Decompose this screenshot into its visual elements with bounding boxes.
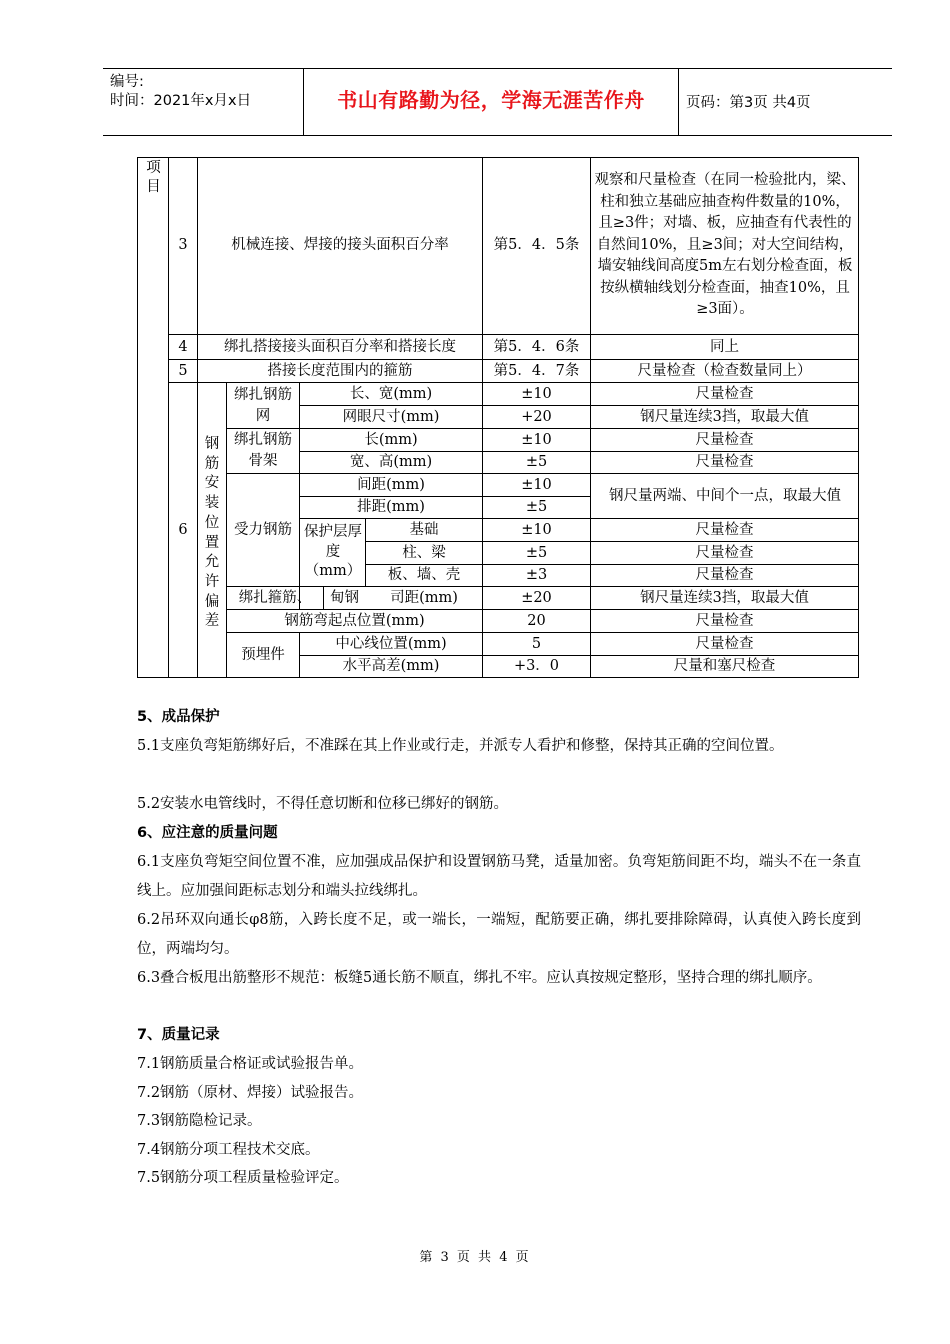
sub-tolerance: ±10 xyxy=(521,431,552,448)
header-motto: 书山有路勤为径，学海无涯苦作舟 xyxy=(337,88,645,112)
group-cover: 保护层厚度（mm） xyxy=(304,524,362,580)
row3-clause: 第5．4．5条 xyxy=(493,237,580,253)
sub-method: 尺量检查 xyxy=(695,544,754,561)
sub-item: 基础 xyxy=(409,521,439,538)
section-7-5: 7.5钢筋分项工程质量检验评定。 xyxy=(137,1170,349,1186)
sub-method: 尺量检查 xyxy=(695,635,754,652)
row5-clause: 第5．4．7条 xyxy=(493,362,580,379)
sub-item: 长、宽(mm) xyxy=(349,385,433,402)
header-divider-right xyxy=(678,68,679,136)
sub-item: 柱、梁 xyxy=(402,544,446,561)
row3-item: 机械连接、焊接的接头面积百分率 xyxy=(231,237,449,253)
sub-item: 水平高差(mm) xyxy=(342,658,440,674)
sub-item: 宽、高(mm) xyxy=(349,454,433,470)
sub-method: 尺量检查 xyxy=(695,521,754,538)
sub-method: 钢尺量连续3挡，取最大值 xyxy=(640,589,809,606)
inspection-table xyxy=(137,157,859,678)
sub-method: 尺量检查 xyxy=(695,612,754,629)
sub-item: 板、墙、壳 xyxy=(387,567,461,583)
group-force-bar: 受力钢筋 xyxy=(234,521,292,538)
sub-tolerance: ±5 xyxy=(525,454,548,470)
header-page-info: 页码：第3页 共4页 xyxy=(686,95,811,111)
row6-vertical-label: 钢筋安装位置允许偏差 xyxy=(204,436,220,630)
section-6-1: 6.1支座负弯矩空间位置不准，应加强成品保护和设置钢筋马凳，适量加密。负弯矩筋间距不均，端头不在一条直线上。应加强间距标志划分和端头拉线绑扎。 xyxy=(137,854,861,899)
sub-item: 司距(mm) xyxy=(390,589,458,606)
sub-tolerance: 5 xyxy=(531,635,542,652)
sub-tolerance: 20 xyxy=(527,612,546,629)
section-6-2: 6.2吊环双向通长φ8筋，入跨长度不足，或一端长，一端短，配筋要正确，绑扎要排除障碍，认真使入跨长度到位，两端均匀。 xyxy=(137,912,861,957)
sub-method: 尺量检查 xyxy=(695,567,754,583)
row5-method: 尺量检查（检查数量同上） xyxy=(637,362,812,379)
sub-item: 排距(mm) xyxy=(357,499,425,515)
section-7-1: 7.1钢筋质量合格证或试验报告单。 xyxy=(137,1056,364,1072)
sub-tolerance: ±5 xyxy=(525,499,548,515)
sub-method: 尺量检查 xyxy=(695,385,754,402)
group-cage: 绑扎钢筋骨架 xyxy=(234,432,292,469)
row4-method: 同上 xyxy=(710,338,739,355)
section-7-heading: 7、质量记录 xyxy=(137,1027,220,1043)
sub-item: 钢筋弯起点位置(mm) xyxy=(284,612,425,629)
section-6-heading: 6、应注意的质量问题 xyxy=(137,825,278,841)
page-footer: 第 3 页 共 4 页 xyxy=(419,1250,531,1265)
column-item-label: 项目 xyxy=(146,160,161,195)
row6-no: 6 xyxy=(178,522,188,538)
row4-item: 绑扎搭接接头面积百分率和搭接长度 xyxy=(224,338,456,355)
row4-no: 4 xyxy=(178,338,188,355)
row5-no: 5 xyxy=(178,362,188,379)
section-5-heading: 5、成品保护 xyxy=(137,709,220,725)
sub-tolerance: ±5 xyxy=(525,544,548,561)
row3-no: 3 xyxy=(178,237,188,253)
sub-tolerance: ±10 xyxy=(521,385,552,402)
header-top-rule xyxy=(103,68,892,69)
group-mesh: 绑扎钢筋网 xyxy=(234,386,292,424)
sub-method: 尺量和塞尺检查 xyxy=(673,658,776,674)
header-bottom-rule xyxy=(103,135,892,136)
row5-item: 搭接长度范围内的箍筋 xyxy=(267,362,413,379)
section-5-1: 5.1支座负弯矩筋绑好后，不准踩在其上作业或行走，并派专人看护和修整，保持其正确的空间位置。 xyxy=(137,738,784,754)
section-7-4: 7.4钢筋分项工程技术交底。 xyxy=(137,1142,320,1158)
sub-method: 尺量检查 xyxy=(695,431,754,448)
sub-item: 长(mm) xyxy=(364,431,418,448)
sub-tolerance: ±3 xyxy=(525,567,548,583)
sub-tolerance: +3．0 xyxy=(513,658,560,674)
section-6-3: 6.3叠合板甩出筋整形不规范：板缝5通长筋不顺直，绑扎不牢。应认真按规定整形，坚持合理的绑扎顺序。 xyxy=(137,970,822,986)
sub-tolerance: ±10 xyxy=(521,476,552,493)
sub-tolerance: +20 xyxy=(521,408,552,425)
row4-clause: 第5．4．6条 xyxy=(493,338,580,355)
sub-method: 尺量检查 xyxy=(695,454,754,470)
group-stirrup-a: 绑扎箍筋、 xyxy=(238,589,312,606)
section-7-2: 7.2钢筋（原材、焊接）试验报告。 xyxy=(137,1085,364,1101)
sub-tolerance: ±10 xyxy=(521,521,552,538)
sub-item: 间距(mm) xyxy=(357,476,425,493)
sub-method: 钢尺量两端、中间个一点，取最大值 xyxy=(609,487,841,504)
row3-method: 观察和尺量检查（在同一检验批内，梁、柱和独立基础应抽查构件数量的10%，且≥3件；对墙、板，应抽查有代表性的自然间10%，且≥3间；对大空间结构，墙安轴线间高度5m左右划分检查面，板按纵横轴线划分检查面，抽查10%，且≥3面）。 xyxy=(594,172,856,318)
section-7-3: 7.3钢筋隐检记录。 xyxy=(137,1113,262,1129)
group-stirrup-b: 甸钢 xyxy=(330,589,359,606)
section-5-2: 5.2安装水电管线时，不得任意切断和位移已绑好的钢筋。 xyxy=(137,796,509,812)
sub-item: 网眼尺寸(mm) xyxy=(342,408,440,425)
doc-date: 时间：2021年x月x日 xyxy=(110,93,252,109)
sub-tolerance: ±20 xyxy=(521,589,552,606)
sub-item: 中心线位置(mm) xyxy=(335,635,447,652)
doc-number-label: 编号: xyxy=(110,74,144,90)
group-embed: 预埋件 xyxy=(241,647,285,663)
sub-method: 钢尺量连续3挡，取最大值 xyxy=(640,408,809,425)
